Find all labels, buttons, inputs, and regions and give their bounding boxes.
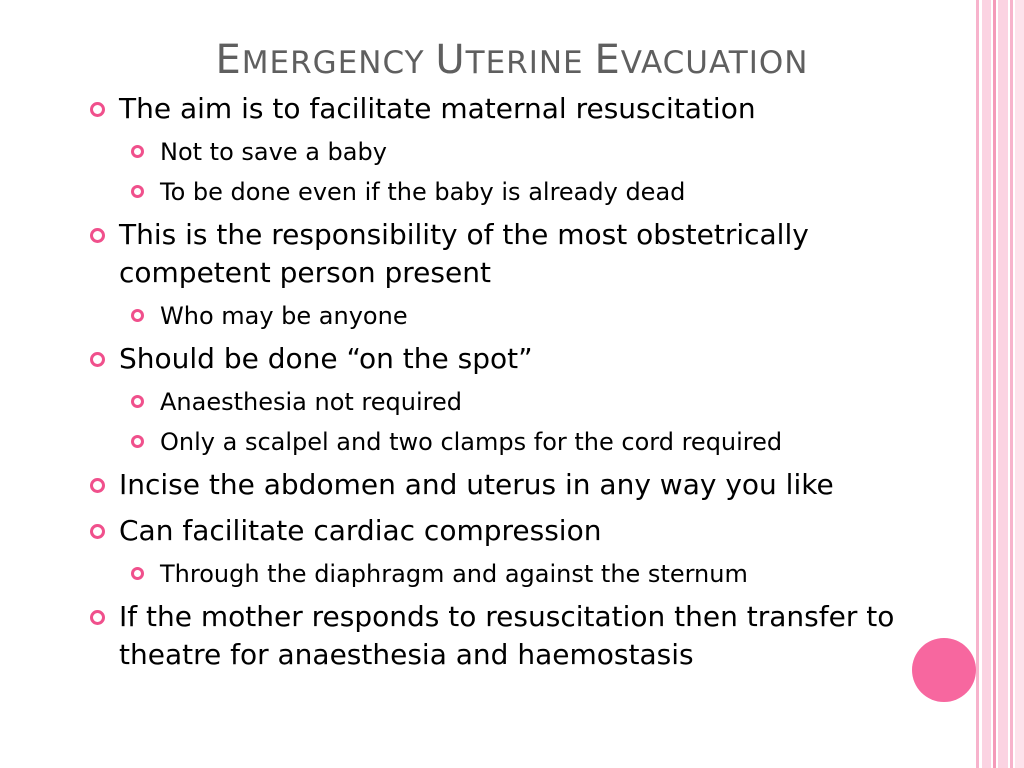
circle-bullet-icon (90, 524, 105, 539)
circle-bullet-icon (131, 395, 144, 408)
sub-bullet-text: Through the diaphragm and against the sternum (160, 560, 748, 588)
sub-bullet-text: Anaesthesia not required (160, 388, 462, 416)
decorative-stripes (976, 0, 1024, 768)
sub-bullet-text: Not to save a baby (160, 138, 387, 166)
circle-bullet-icon (90, 102, 105, 117)
bullet-item (88, 466, 908, 504)
sub-bullet-item (88, 386, 908, 418)
circle-bullet-icon (131, 185, 144, 198)
sub-bullet-text: Who may be anyone (160, 302, 408, 330)
slide-title (0, 38, 1024, 85)
bullet-item (88, 340, 908, 378)
circle-bullet-icon (90, 352, 105, 367)
stripe (998, 0, 1008, 768)
title-part: U (435, 37, 466, 83)
circle-bullet-icon (90, 478, 105, 493)
bullet-text: If the mother responds to resuscitation then transfer to theatre for anaesthesia and haemostasis (119, 600, 895, 671)
bullet-item (88, 512, 908, 550)
stripe (993, 0, 996, 768)
title-part: VACUATION (620, 45, 809, 81)
circle-bullet-icon (90, 228, 105, 243)
sub-bullet-text: Only a scalpel and two clamps for the cord required (160, 428, 783, 456)
title-part: TERINE (465, 45, 595, 81)
bullet-text: The aim is to facilitate maternal resuscitation (119, 92, 756, 125)
bullet-text: Can facilitate cardiac compression (119, 514, 602, 547)
bullet-text: Incise the abdomen and uterus in any way you like (119, 468, 834, 501)
circle-bullet-icon (131, 145, 144, 158)
stripe (1010, 0, 1013, 768)
sub-bullet-item (88, 176, 908, 208)
stripe (976, 0, 979, 768)
sub-bullet-item (88, 136, 908, 168)
bullet-text: This is the responsibility of the most obstetrically competent person present (119, 218, 809, 289)
stripe (1015, 0, 1024, 768)
sub-bullet-item (88, 558, 908, 590)
bullet-item (88, 598, 908, 674)
title-part: MERGENCY (241, 45, 436, 81)
decorative-circle (912, 638, 976, 702)
circle-bullet-icon (131, 435, 144, 448)
circle-bullet-icon (90, 610, 105, 625)
circle-bullet-icon (131, 309, 144, 322)
bullet-item (88, 216, 908, 292)
sub-bullet-item (88, 300, 908, 332)
bullet-text: Should be done “on the spot” (119, 342, 533, 375)
stripe (982, 0, 991, 768)
bullet-list (88, 86, 908, 674)
circle-bullet-icon (131, 567, 144, 580)
title-part: E (215, 37, 242, 83)
bullet-item (88, 90, 908, 128)
title-part: E (594, 37, 621, 83)
sub-bullet-item (88, 426, 908, 458)
sub-bullet-text: To be done even if the baby is already dead (160, 178, 686, 206)
